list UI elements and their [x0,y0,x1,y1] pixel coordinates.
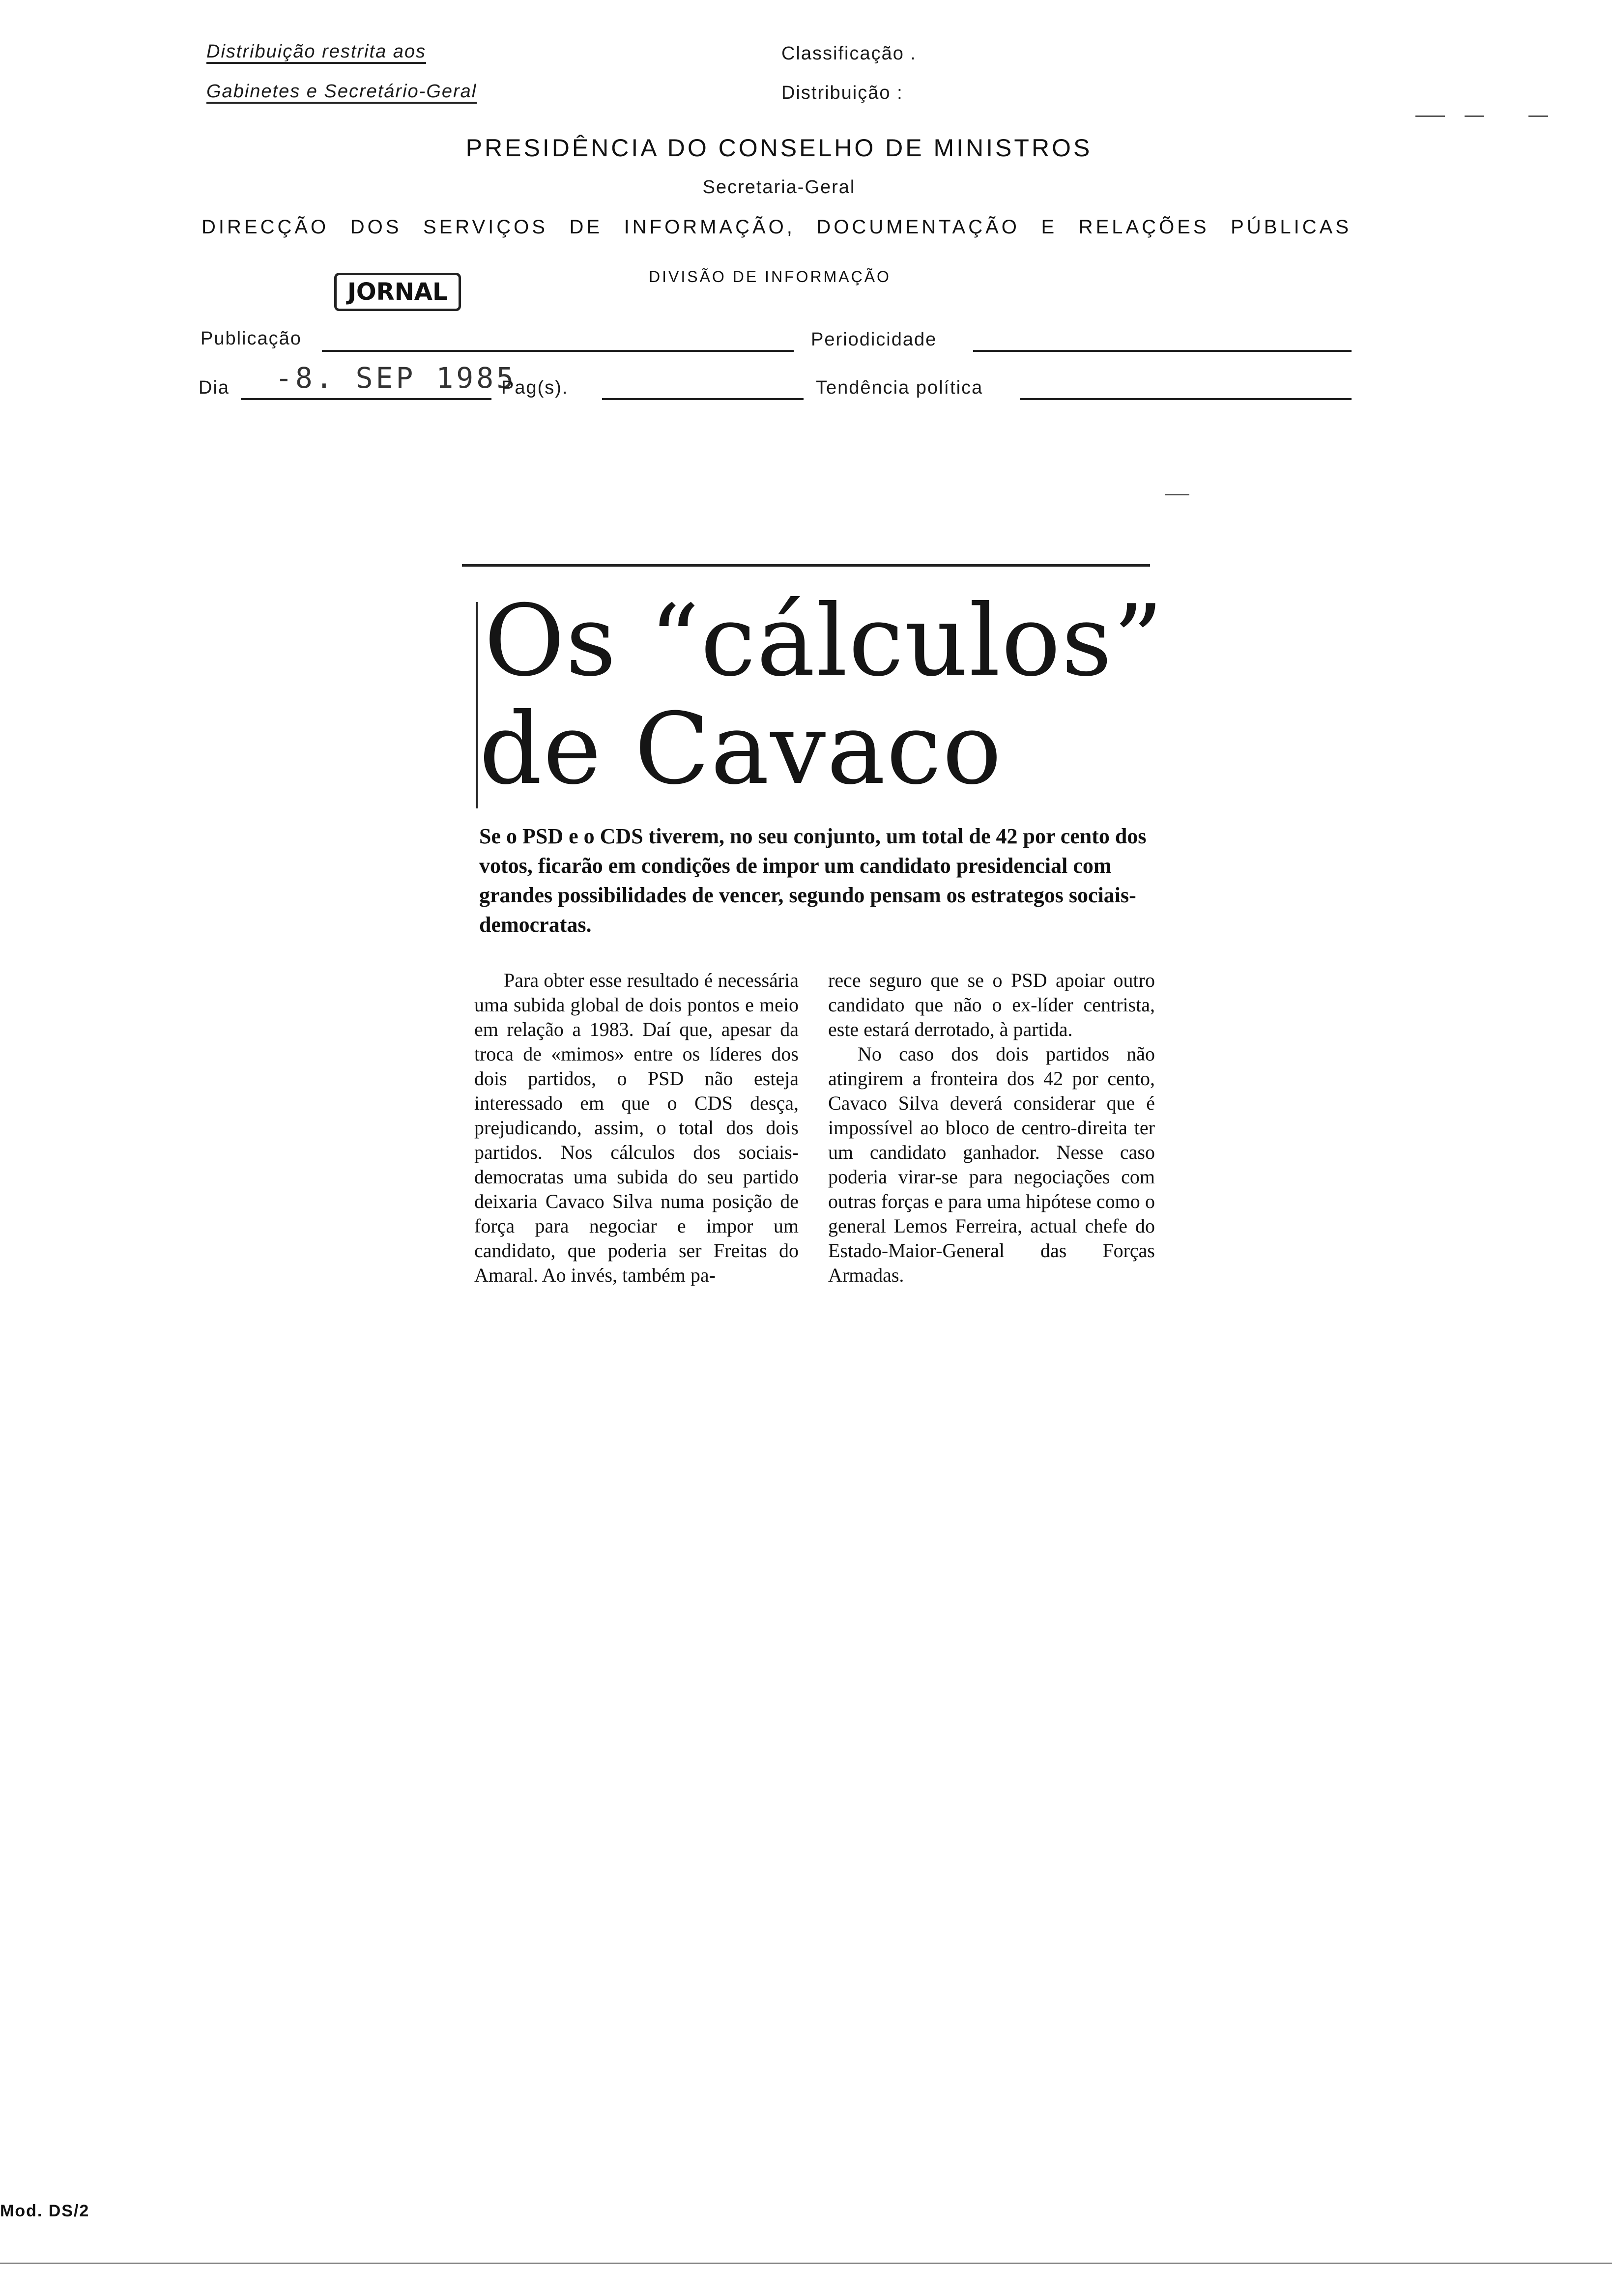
political-tendency-label: Tendência política [816,377,983,398]
day-label: Dia [199,377,230,398]
article-column-1 [474,968,799,1288]
column-2-paragraph-2: No caso dos dois partidos não atingirem a fronteira dos 42 por cento, Cavaco Silva deverá considerar que é impossível ao bloco de centro-direita ter um candidato ganhador. Nesse caso poderia virar-se para negociações com outras forças e para uma hipótese como o general Lemos Ferreira, actual chefe do Estado-Maior-General das Forças Armadas. [828,1043,1155,1286]
publication-line [322,350,794,352]
clipping-top-rule [462,564,1150,567]
department-name: DIRECÇÃO DOS SERVIÇOS DE INFORMAÇÃO, DOCUMENTAÇÃO E RELAÇÕES PÚBLICAS [202,216,1352,238]
restricted-distribution-line2: Gabinetes e Secretário-Geral [206,81,477,102]
scan-bottom-edge [0,2263,1612,2264]
pages-label: Pag(s). [501,377,569,398]
restricted-distribution-line1: Distribuição restrita aos [206,41,426,62]
column-2-paragraph-1: rece seguro que se o PSD apoiar outro candidato que não o ex-líder centrista, este estará derrotado, à partida. [828,969,1155,1040]
political-tendency-line [1020,398,1352,400]
scan-mark [1165,494,1189,495]
scan-mark [1415,115,1445,117]
article-lead: Se o PSD e o CDS tiverem, no seu conjunto, um total de 42 por cento dos votos, ficarão em condições de impor um candidato presidencial com grandes possibilidades de vencer, segundo pensam os estrategos sociais-democratas. [479,824,1147,937]
article-headline-line1: Os “cálculos” [484,584,1164,698]
day-line [241,398,491,400]
publication-label: Publicação [201,328,302,349]
periodicity-line [973,350,1352,352]
clipping-left-rule [476,602,478,808]
page-title: PRESIDÊNCIA DO CONSELHO DE MINISTROS [465,134,1093,162]
periodicity-label: Periodicidade [811,329,937,350]
scan-mark [1528,115,1548,117]
publication-type-stamp: JORNAL [334,273,461,311]
article-headline-line2: de Cavaco [479,692,1003,806]
pages-line [602,398,804,400]
classification-label: Classificação . [781,43,917,64]
date-stamp: -8. SEP 1985 [275,361,517,395]
page-subtitle: Secretaria-Geral [702,177,856,198]
distribution-label: Distribuição : [781,83,903,103]
column-1-paragraph: Para obter esse resultado é necessária uma subida global de dois pontos e meio em relação a 1983. Daí que, apesar da troca de «mimos» entre os líderes dos dois partidos, o PSD não esteja interessado em que o CDS desça, prejudicando, assim, o total dos dois partidos. Nos cálculos dos sociais-democratas uma subida do seu partido deixaria Cavaco Silva numa posição de força para negociar e impor um candidato, que poderia ser Freitas do Amaral. Ao invés, também pa- [474,969,799,1286]
scan-mark [1465,115,1484,117]
form-code: Mod. DS/2 [0,2202,90,2220]
article-column-2 [828,968,1155,1288]
division-name: DIVISÃO DE INFORMAÇÃO [649,268,891,286]
